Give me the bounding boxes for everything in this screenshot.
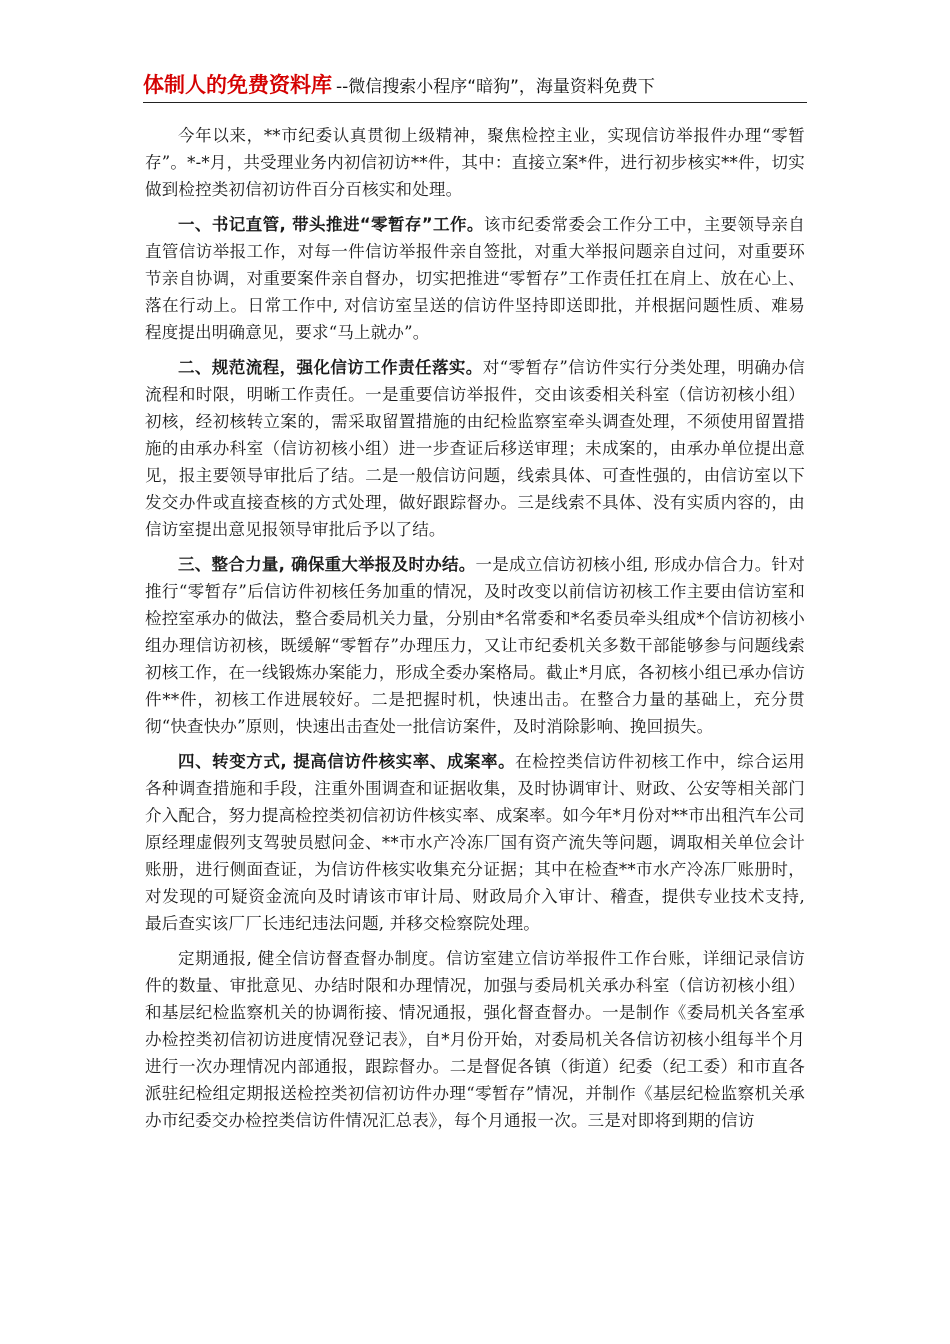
watermark-header	[143, 70, 807, 103]
section-paragraph-3	[145, 551, 805, 740]
section-text: 在检控类信访件初核工作中，综合运用各种调查措施和手段，注重外围调查和证据收集，及时协调审计、财政、公安等相关部门介入配合，努力提高检控类初信初访件核实率、成案率。如今年*月份对**市出租汽车公司原经理虚假列支驾驶员慰问金、**市水产冷冻厂国有资产流失等问题，调取相关单位会计账册，进行侧面查证，为信访件核实收集充分证据；其中在检查**市水产冷冻厂账册时，对发现的可疑资金流向及时请该市审计局、财政局介入审计、稽查，提供专业技术支持, 最后查实该厂厂长违纪违法问题, 并移交检察院处理。	[145, 752, 806, 933]
section-heading: 四、转变方式, 提高信访件核实率、成案率。	[178, 752, 516, 771]
section-heading: 二、规范流程，强化信访工作责任落实。	[178, 358, 483, 377]
section-paragraph-1	[145, 211, 805, 346]
section-text: 对“零暂存”信访件实行分类处理，明确办信流程和时限，明晰工作责任。一是重要信访举报件，交由该委相关科室（信访初核小组）初核，经初核转立案的，需采取留置措施的由纪检监察室牵头调查处理，不须使用留置措施的由承办科室（信访初核小组）进一步查证后移送审理；未成案的，由承办单位提出意见，报主要领导审批后了结。二是一般信访问题，线索具体、可查性强的，由信访室以下发交办件或直接查核的方式处理，做好跟踪督办。三是线索不具体、没有实质内容的，由信访室提出意见报领导审批后予以了结。	[145, 358, 805, 539]
section-text: 一是成立信访初核小组, 形成办信合力。针对推行“零暂存”后信访件初核任务加重的情况，及时改变以前信访初核工作主要由信访室和检控室承办的做法，整合委局机关力量，分别由*名常委和*名委员牵头组成*个信访初核小组办理信访初核，既缓解“零暂存”办理压力，又让市纪委机关多数干部能够参与问题线索初核工作，在一线锻炼办案能力，形成全委办案格局。截止*月底，各初核小组已承办信访件**件，初核工作进展较好。二是把握时机，快速出击。在整合力量的基础上，充分贯彻“快查快办”原则，快速出击查处一批信访案件，及时消除影响、挽回损失。	[145, 555, 805, 736]
header-brand: 体制人的免费资料库	[143, 73, 332, 97]
section-heading: 一、书记直管, 带头推进“零暂存”工作。	[178, 215, 484, 234]
section-paragraph-2	[145, 354, 805, 543]
header-slogan: --微信搜索小程序“暗狗”，海量资料免费下	[336, 77, 655, 97]
section-paragraph-4	[145, 748, 805, 937]
section-heading: 三、整合力量, 确保重大举报及时办结。	[178, 555, 476, 574]
intro-paragraph: 今年以来，**市纪委认真贯彻上级精神，聚焦检控主业，实现信访举报件办理“零暂存”。*-*月，共受理业务内初信初访**件，其中：直接立案*件，进行初步核实**件，切实做到检控类初信初访件百分百核实和处理。	[145, 126, 805, 199]
closing-paragraph: 定期通报, 健全信访督查督办制度。信访室建立信访举报件工作台账，详细记录信访件的数量、审批意见、办结时限和办理情况，加强与委局机关承办科室（信访初核小组）和基层纪检监察机关的协调衔接、情况通报，强化督查督办。一是制作《委局机关各室承办检控类初信初访进度情况登记表》，自*月份开始，对委局机关各信访初核小组每半个月进行一次办理情况内部通报，跟踪督办。二是督促各镇（街道）纪委（纪工委）和市直各派驻纪检组定期报送检控类初信初访件办理“零暂存”情况，并制作《基层纪检监察机关承办市纪委交办检控类信访件情况汇总表》，每个月通报一次。三是对即将到期的信访	[145, 949, 805, 1130]
section-text: 该市纪委常委会工作分工中，主要领导亲自直管信访举报工作，对每一件信访举报件亲自签批，对重大举报问题亲自过问，对重要环节亲自协调，对重要案件亲自督办，切实把推进“零暂存”工作责任扛在肩上、放在心上、落在行动上。日常工作中, 对信访室呈送的信访件坚持即送即批，并根据问题性质、难易程度提出明确意见，要求“马上就办”。	[145, 215, 805, 342]
document-body	[145, 122, 805, 1142]
